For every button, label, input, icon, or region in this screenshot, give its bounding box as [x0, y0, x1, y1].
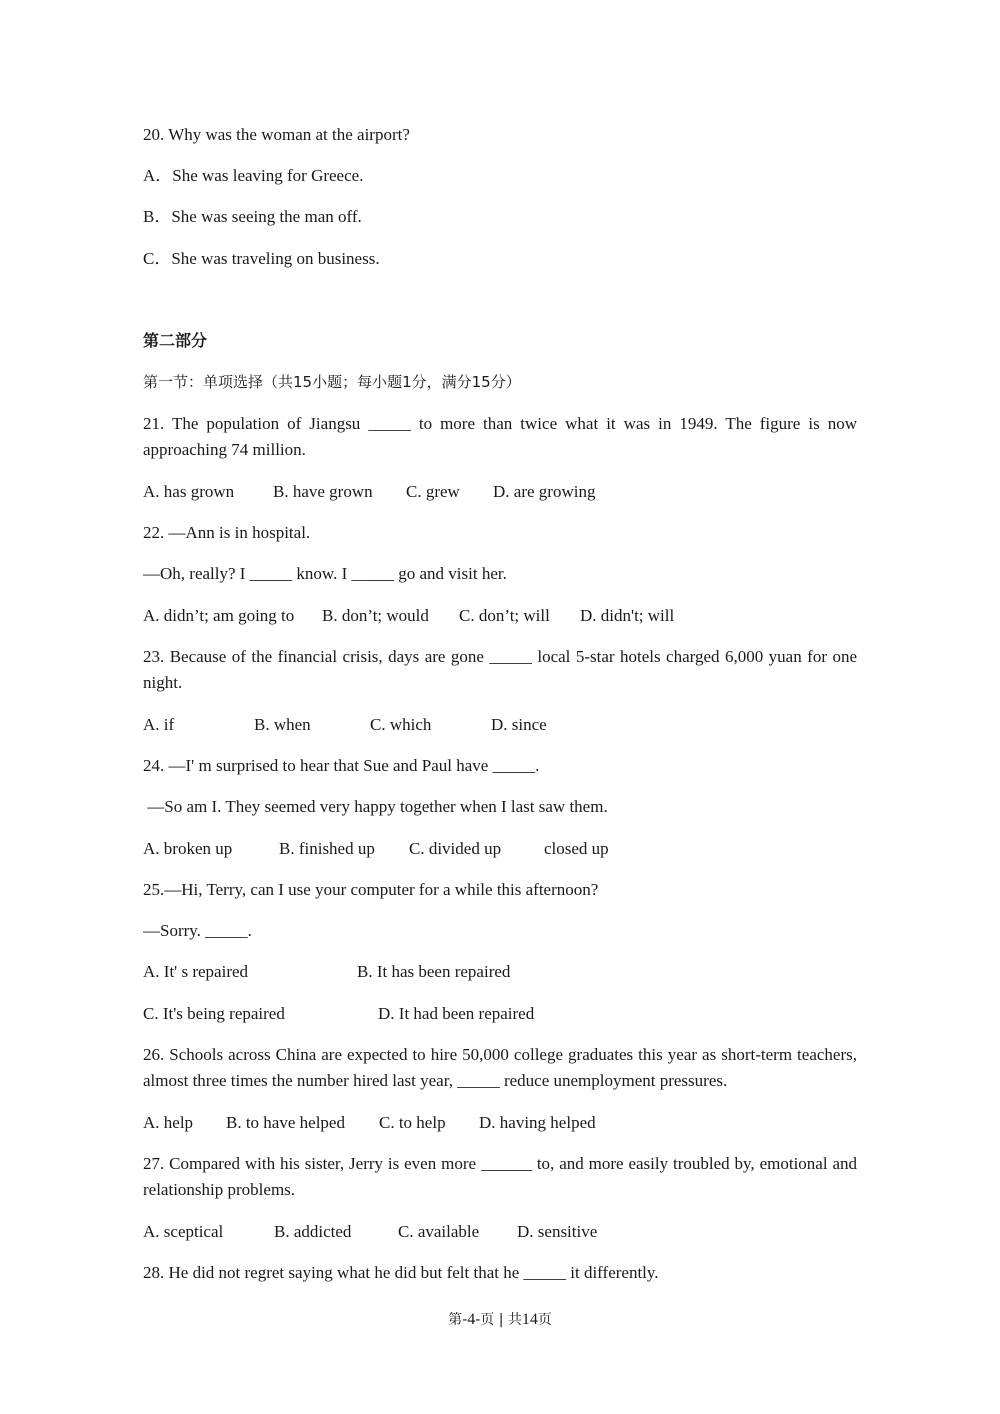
q25-option-a: A. It' s repaired — [143, 962, 249, 981]
section-title: 第一节：单项选择（共15小题；每小题1分，满分15分） — [143, 373, 521, 391]
q24-dialog: —So am I. They seemed very happy together when I last saw them. — [143, 797, 608, 816]
q27-option-b: B. addicted — [274, 1222, 352, 1241]
q20-option-b: B．She was seeing the man off. — [143, 207, 362, 226]
q21-option-d: D. are growing — [493, 482, 596, 501]
footer-suffix: 页 — [537, 1312, 552, 1328]
q25-dialog: —Sorry. _____. — [143, 921, 252, 940]
q21-option-c: C. grew — [406, 482, 460, 501]
question-20: 20. Why was the woman at the airport? — [143, 125, 410, 144]
footer-page-number: 4 — [467, 1311, 476, 1328]
footer-prefix: 第- — [448, 1312, 468, 1328]
q22-option-c: C. don’t; will — [459, 606, 550, 625]
q22-option-b: B. don’t; would — [322, 606, 429, 625]
question-26: 26. Schools across China are expected to hire 50,000 college graduates this year as short-term teachers, almost three times the number hired last year, _____ reduce unemployment pressures. — [143, 1045, 857, 1090]
q23-option-a: A. if — [143, 715, 175, 734]
q27-option-c: C. available — [398, 1222, 480, 1241]
question-25: 25.—Hi, Terry, can I use your computer for a while this afternoon? — [143, 880, 599, 899]
q27-option-a: A. sceptical — [143, 1222, 224, 1241]
footer-middle: -页 | 共 — [475, 1312, 522, 1328]
question-22: 22. —Ann is in hospital. — [143, 523, 311, 542]
q26-option-b: B. to have helped — [226, 1113, 345, 1132]
q25-option-b: B. It has been repaired — [357, 962, 511, 981]
q22-dialog: —Oh, really? I _____ know. I _____ go and visit her. — [143, 564, 507, 583]
question-27: 27. Compared with his sister, Jerry is even more ______ to, and more easily troubled by, emotional and relationship problems. — [143, 1154, 857, 1199]
q24-option-a: A. broken up — [143, 839, 233, 858]
q22-option-a: A. didn’t; am going to — [143, 606, 295, 625]
q22-option-d: D. didn't; will — [580, 606, 675, 625]
q27-option-d: D. sensitive — [517, 1222, 598, 1241]
q23-option-b: B. when — [254, 715, 311, 734]
q24-option-b: B. finished up — [279, 839, 375, 858]
q20-option-c: C．She was traveling on business. — [143, 249, 380, 268]
q21-option-a: A. has grown — [143, 482, 235, 501]
q26-option-d: D. having helped — [479, 1113, 596, 1132]
part-title: 第二部分 — [143, 331, 208, 350]
q21-option-b: B. have grown — [273, 482, 373, 501]
q20-option-a: A．She was leaving for Greece. — [143, 166, 364, 185]
question-24: 24. —I' m surprised to hear that Sue and Paul have _____. — [143, 756, 540, 775]
question-28: 28. He did not regret saying what he did but felt that he _____ it differently. — [143, 1263, 659, 1282]
page-footer — [0, 1308, 1000, 1332]
footer-total-pages: 14 — [521, 1311, 538, 1328]
q24-option-c: C. divided up — [409, 839, 502, 858]
q25-option-c: C. It's being repaired — [143, 1004, 285, 1023]
q23-option-c: C. which — [370, 715, 432, 734]
question-23: 23. Because of the financial crisis, days are gone _____ local 5-star hotels charged 6,000 yuan for one night. — [143, 647, 857, 692]
q23-option-d: D. since — [491, 715, 547, 734]
q26-option-c: C. to help — [379, 1113, 446, 1132]
q24-option-d: closed up — [544, 839, 609, 858]
q26-option-a: A. help — [143, 1113, 194, 1132]
q25-option-d: D. It had been repaired — [378, 1004, 535, 1023]
question-21: 21. The population of Jiangsu _____ to more than twice what it was in 1949. The figure is now approaching 74 million. — [143, 414, 857, 459]
